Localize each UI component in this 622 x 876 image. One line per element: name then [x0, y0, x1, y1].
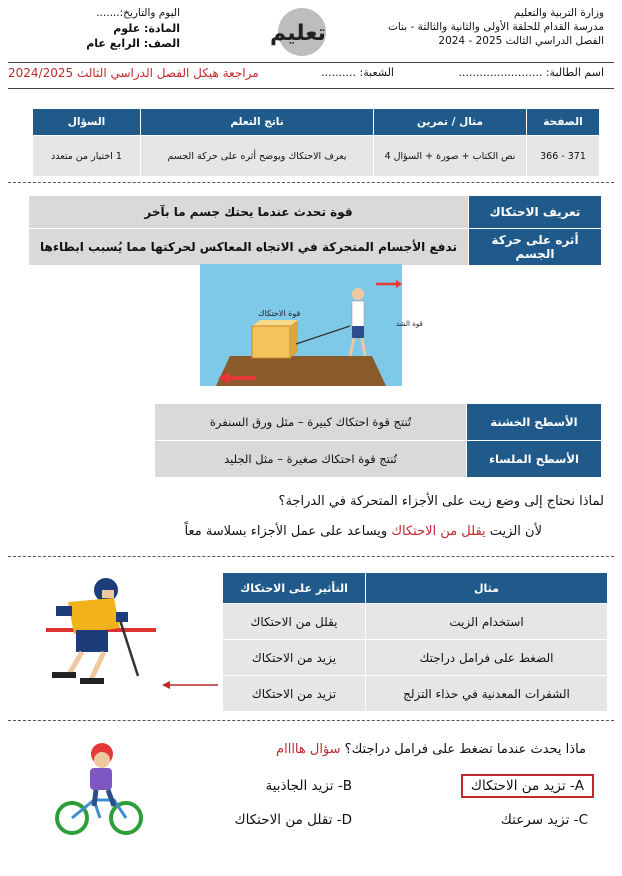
effect-cell: تزيد من الاحتكاك	[223, 676, 366, 712]
info-block	[60, 6, 180, 51]
jersey-icon	[68, 598, 120, 634]
smooth-surface-label: الأسطح الملساء	[467, 441, 602, 478]
friction-force-label: قوة الاحتكاك	[258, 309, 301, 318]
oil-question: لماذا نحتاج إلى وضع زيت على الأجزاء المتحركة في الدراجة؟	[278, 494, 604, 509]
box-icon	[252, 326, 290, 358]
school-header	[374, 6, 604, 48]
header-divider	[8, 62, 614, 63]
col-page: الصفحة	[527, 109, 600, 136]
table-row	[155, 404, 602, 441]
bicycle-boy-image	[54, 740, 144, 840]
table-row	[29, 196, 602, 229]
definition-table	[28, 195, 602, 266]
example-cell: الشفرات المعدنية في حذاء التزلج	[366, 676, 608, 712]
ministry-name: وزارة التربية والتعليم	[513, 7, 604, 19]
col-question: السؤال	[33, 109, 141, 136]
table-row	[223, 604, 608, 640]
answer-highlight: يقلل من الاحتكاك	[391, 524, 486, 539]
section-field[interactable]: الشعبة: ..........	[321, 66, 394, 79]
skate-icon	[80, 678, 104, 684]
important-tag: سؤال هاااام	[276, 742, 341, 757]
option-a[interactable]: A- تزيد من الاحتكاك	[461, 774, 594, 798]
pull-force-label: قوة الشد	[396, 320, 423, 328]
logo-text: تعليم	[270, 21, 326, 46]
skate-icon	[52, 672, 76, 678]
table-row	[155, 441, 602, 478]
cell-outcome: يعرف الاحتكاك ويوضح أثره على حركة الجسم	[141, 136, 374, 177]
cell-question: 1 اختيار من متعدد	[33, 136, 141, 177]
shirt-icon	[90, 768, 112, 790]
mcq-question: ماذا يحدث عندما تضغط على فرامل دراجتك؟ سؤال هاااام	[276, 742, 586, 757]
definition-value: قوة تحدث عندما يحتك جسم ما بآخر	[29, 196, 469, 229]
grade-label: الصف: الرابع عام	[86, 37, 180, 50]
date-label: اليوم والتاريخ:.......	[96, 7, 180, 19]
definition-label: تعريف الاحتكاك	[469, 196, 602, 229]
cell-page: 371 - 366	[527, 136, 600, 177]
table-row	[29, 229, 602, 266]
option-b[interactable]: B- تزيد الجاذبية	[265, 778, 352, 794]
example-cell: الضغط على فرامل دراجتك	[366, 640, 608, 676]
col-example: مثال / تمرين	[374, 109, 527, 136]
rough-surface-label: الأسطح الخشنة	[467, 404, 602, 441]
col-effect: التأثير على الاحتكاك	[223, 573, 366, 604]
example-cell: استخدام الزيت	[366, 604, 608, 640]
student-row	[8, 66, 604, 84]
examples-table	[222, 572, 608, 712]
taaleem-logo	[268, 2, 328, 60]
rough-surface-value: تُنتج قوة احتكاك كبيرة – مثل ورق السنفرة	[155, 404, 467, 441]
effect-cell: يزيد من الاحتكاك	[223, 640, 366, 676]
section-divider	[8, 556, 614, 557]
person-icon	[352, 288, 364, 300]
header-divider-2	[8, 88, 614, 89]
arrow-left-icon	[160, 678, 220, 692]
surfaces-table	[154, 403, 602, 478]
friction-figure	[200, 264, 423, 386]
table-row	[223, 676, 608, 712]
oil-answer: لأن الزيت يقلل من الاحتكاك ويساعد على عمل الأجزاء بسلاسة معاً	[184, 524, 542, 539]
school-name: مدرسة القدام للحلقة الأولى والثانية والثالثة - بنات	[388, 21, 604, 33]
hockey-player-image	[46, 572, 156, 690]
col-outcome: ناتج التعلم	[141, 109, 374, 136]
section-divider	[8, 182, 614, 183]
structure-table	[32, 108, 600, 177]
option-d[interactable]: D- تقلل من الاحتكاك	[234, 812, 352, 828]
col-example: مثال	[366, 573, 608, 604]
effect-label: أثره على حركة الجسم	[469, 229, 602, 266]
option-c[interactable]: C- تزيد سرعتك	[500, 812, 588, 828]
subject-label: المادة: علوم	[113, 22, 180, 35]
effect-cell: يقلل من الاحتكاك	[223, 604, 366, 640]
smooth-surface-value: تُنتج قوة احتكاك صغيرة – مثل الجليد	[155, 441, 467, 478]
table-row	[223, 640, 608, 676]
term-label: الفصل الدراسي الثالث 2025 - 2024	[438, 35, 604, 47]
section-divider	[8, 720, 614, 721]
floor-surface	[216, 356, 386, 386]
review-title: مراجعة هيكل الفصل الدراسي الثالث 2024/2025	[8, 66, 259, 80]
table-row	[33, 136, 600, 177]
cell-example: نص الكتاب + صورة + السؤال 4	[374, 136, 527, 177]
student-name-field[interactable]: اسم الطالبة: ........................	[458, 66, 604, 79]
effect-value: تدفع الأجسام المتحركة في الاتجاه المعاكس لحركتها مما يُسبب ابطاءها	[29, 229, 469, 266]
